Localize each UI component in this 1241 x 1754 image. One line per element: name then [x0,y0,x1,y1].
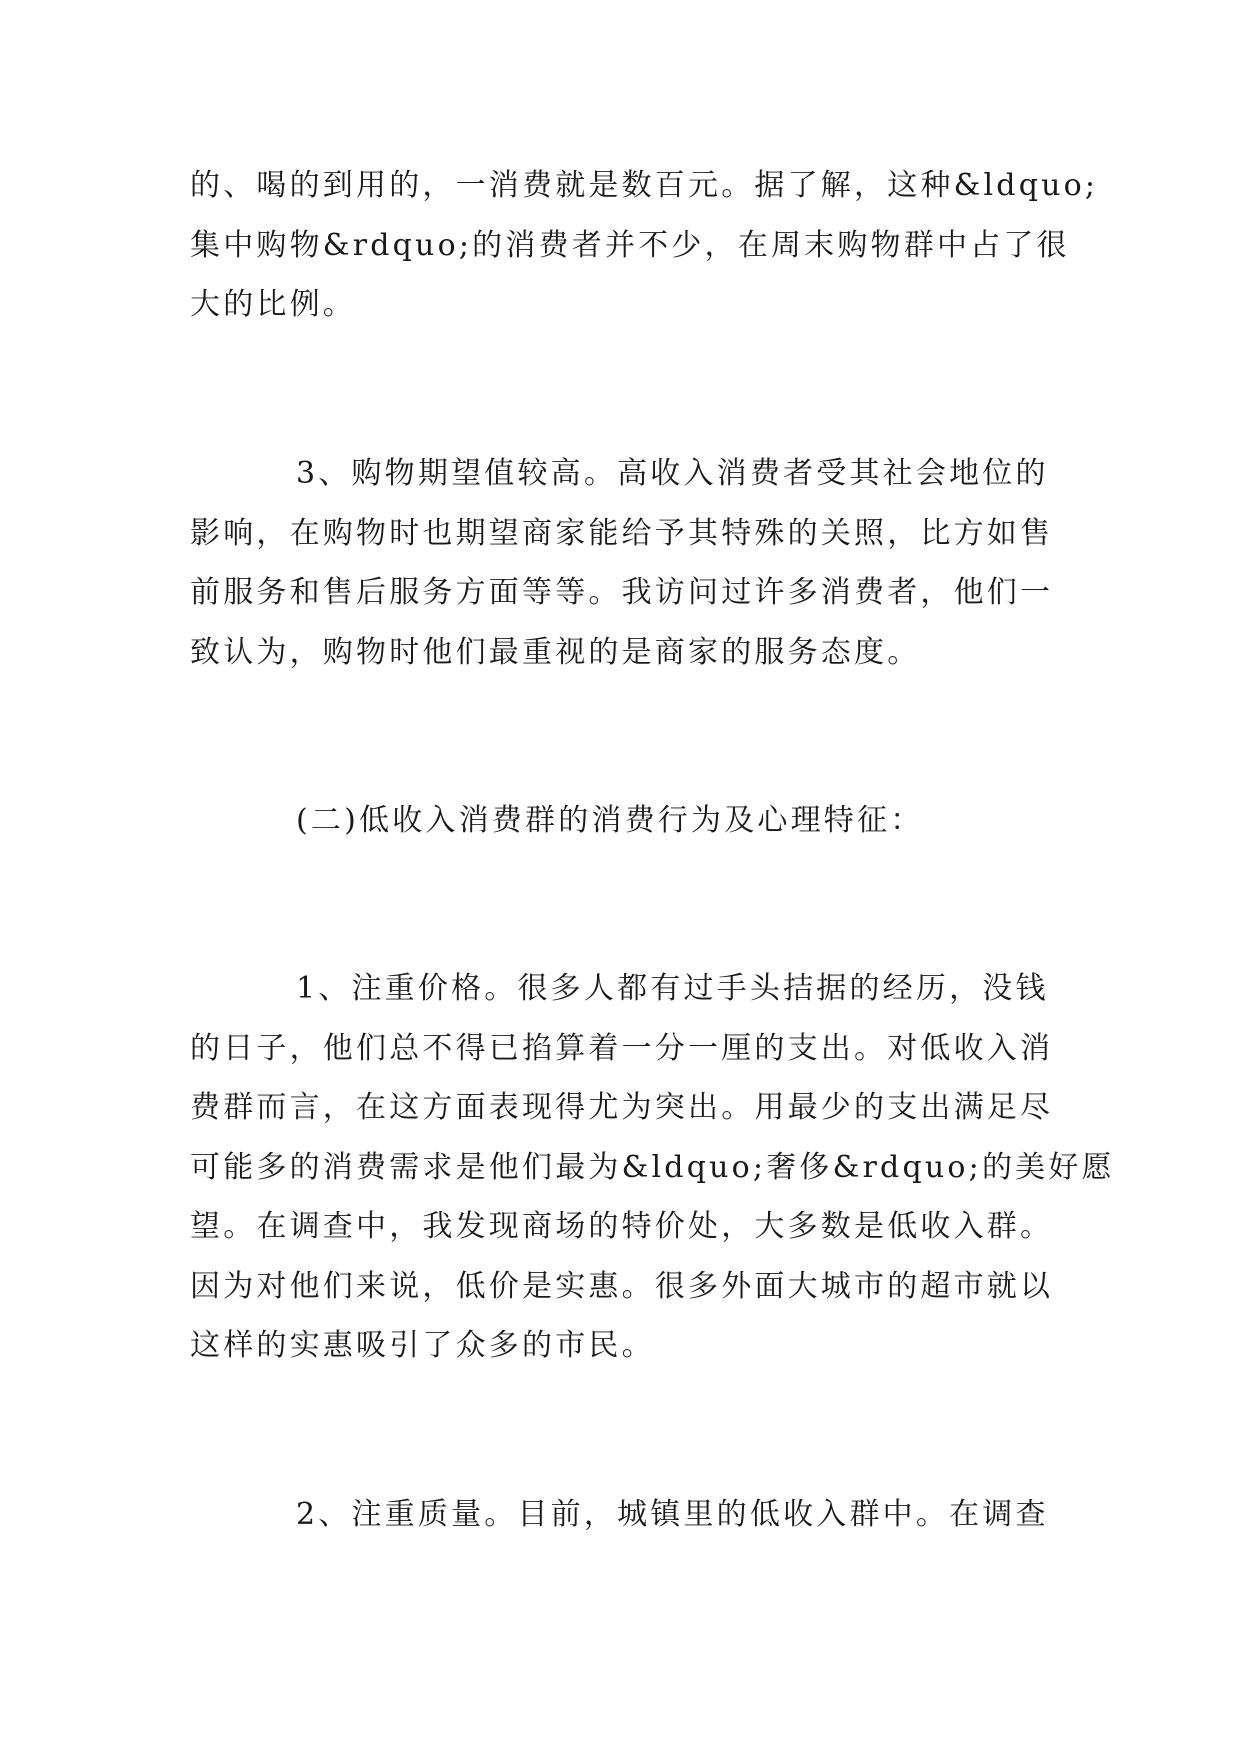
text-line: 大的比例。 [190,287,356,322]
text-line: 这样的实惠吸引了众多的市民。 [190,1328,655,1363]
text-line: 因为对他们来说，低价是实惠。很多外面大城市的超市就以 [190,1269,1054,1304]
paragraph-start-line: 3、购物期望值较高。高收入消费者受其社会地位的 [296,456,1049,491]
text-line: 致认为，购物时他们最重视的是商家的服务态度。 [190,635,921,670]
text-line: 前服务和售后服务方面等等。我访问过许多消费者，他们一 [190,575,1054,610]
paragraph-start-line: 2、注重质量。目前，城镇里的低收入群中。在调查 [296,1497,1049,1532]
text-line: 影响，在购物时也期望商家能给予其特殊的关照，比方如售 [190,516,1054,551]
paragraph-start-line: 1、注重价格。很多人都有过手头拮据的经历，没钱 [296,971,1049,1006]
section-heading: (二)低收入消费群的消费行为及心理特征： [296,803,924,838]
text-line: 望。在调查中，我发现商场的特价处，大多数是低收入群。 [190,1209,1054,1244]
text-line: 集中购物&rdquo;的消费者并不少，在周末购物群中占了很 [190,228,1070,263]
text-line: 的、喝的到用的，一消费就是数百元。据了解，这种&ldquo; [190,168,1099,203]
text-line: 费群而言，在这方面表现得尤为突出。用最少的支出满足尽 [190,1090,1054,1125]
text-line: 的日子，他们总不得已掐算着一分一厘的支出。对低收入消 [190,1031,1054,1066]
text-line: 可能多的消费需求是他们最为&ldquo;奢侈&rdquo;的美好愿 [190,1150,1115,1185]
